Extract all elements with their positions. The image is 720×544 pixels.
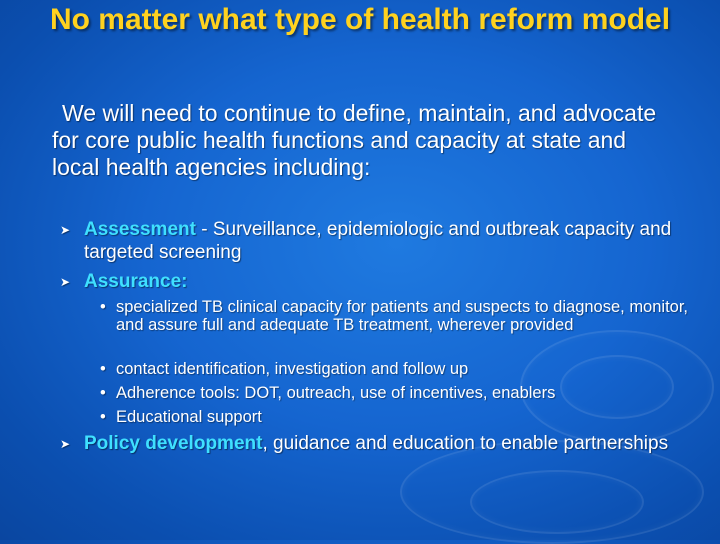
bullet-assessment [60,218,700,264]
sub-bullet-text: Educational support [116,408,262,426]
bullet-policy-development [60,432,700,455]
bullet-highlight: Assessment [84,219,196,240]
sub-bullet [100,298,696,334]
sub-bullet [100,360,696,378]
slide-title: No matter what type of health reform model [49,3,671,36]
bullet-highlight: Assurance: [84,271,188,292]
sub-bullet-text: Adherence tools: DOT, outreach, use of incentives, enablers [116,384,556,402]
bullet-text: - Surveillance, epidemiologic and outbreak capacity and targeted screening [84,219,672,263]
dot-bullet-icon: • [100,408,106,426]
bullet-assurance [60,270,700,293]
intro-paragraph: We will need to continue to define, maintain, and advocate for core public health functions and capacity at state and local health agencies including: [52,100,657,180]
background-ripple [470,470,644,534]
arrow-bullet-icon: ➤ [60,223,71,237]
sub-bullet [100,408,696,426]
arrow-bullet-icon: ➤ [60,275,71,289]
sub-bullet-text: contact identification, investigation and follow up [116,360,469,378]
dot-bullet-icon: • [100,384,106,402]
sub-bullet-text: specialized TB clinical capacity for patients and suspects to diagnose, monitor, and assure full and adequate TB treatment, wherever provided [116,298,689,334]
sub-bullet [100,384,696,402]
dot-bullet-icon: • [100,298,106,316]
arrow-bullet-icon: ➤ [60,437,71,451]
dot-bullet-icon: • [100,360,106,378]
bullet-highlight: Policy development [84,433,263,454]
bullet-text: , guidance and education to enable partnerships [262,433,669,454]
